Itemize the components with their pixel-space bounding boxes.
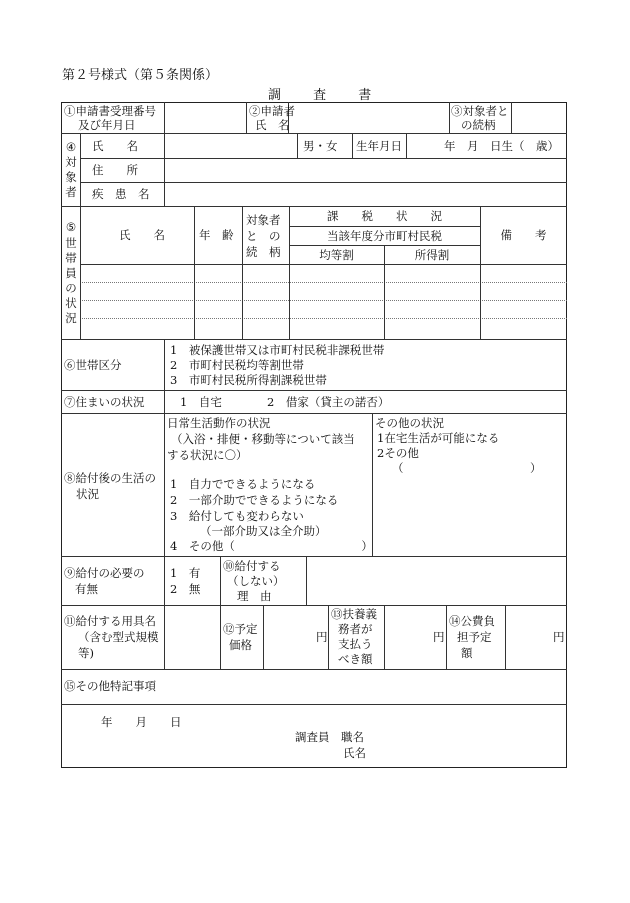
life-option[interactable]: 3 給付しても変わらない bbox=[170, 509, 304, 523]
tax-status-header: 課 税 状 況 bbox=[327, 209, 442, 223]
life-status-label: 状況 bbox=[76, 487, 99, 501]
birthdate-label: 生年月日 bbox=[356, 139, 402, 153]
row-divider bbox=[80, 282, 567, 283]
col-divider bbox=[480, 206, 481, 339]
col-divider bbox=[164, 339, 165, 413]
other-status-blank: （ ） bbox=[392, 461, 542, 475]
subject-name-label: 氏 名 bbox=[92, 139, 138, 153]
subject-section-label: 者 bbox=[65, 185, 77, 199]
reason-label: （しない） bbox=[227, 574, 285, 588]
row-divider bbox=[61, 556, 567, 557]
row-divider bbox=[61, 390, 567, 391]
daily-activity-text: 日常生活動作の状況 bbox=[167, 416, 271, 430]
other-status-option[interactable]: 2その他 bbox=[377, 446, 419, 460]
row-divider bbox=[61, 413, 567, 414]
receipt-label: ①申請書受理番号 bbox=[64, 104, 156, 118]
applicant-label: 氏 名 bbox=[255, 118, 290, 132]
household-relation-header: 続 柄 bbox=[246, 245, 281, 259]
col-divider bbox=[449, 102, 450, 133]
household-section-label: 況 bbox=[65, 311, 77, 325]
row-divider bbox=[61, 339, 567, 340]
life-option[interactable]: 1 自力でできるようになる bbox=[170, 477, 316, 491]
household-section-label: 状 bbox=[65, 296, 77, 310]
income-tax-header: 所得割 bbox=[414, 248, 450, 262]
row-divider bbox=[61, 206, 567, 207]
yen-unit: 円 bbox=[316, 630, 328, 644]
col-divider bbox=[220, 556, 221, 669]
col-divider bbox=[406, 133, 407, 158]
need-label: 有無 bbox=[75, 582, 98, 596]
col-divider bbox=[263, 605, 264, 669]
household-name-header: 氏 名 bbox=[119, 228, 165, 242]
subject-section-label: ④ bbox=[65, 140, 77, 154]
address-label: 住 所 bbox=[92, 163, 138, 177]
housing-label: ⑦住まいの状況 bbox=[64, 395, 145, 409]
row-divider bbox=[80, 318, 567, 319]
birthdate-value[interactable]: 年 月 日生（ 歳） bbox=[444, 139, 559, 153]
need-yes-option[interactable]: 1 有 bbox=[170, 566, 201, 580]
row-divider bbox=[80, 264, 567, 265]
col-divider bbox=[352, 133, 353, 158]
sex-field[interactable]: 男・女 bbox=[303, 139, 338, 153]
notes-label: ⑮その他特記事項 bbox=[64, 679, 156, 693]
household-section-label: の bbox=[65, 281, 77, 295]
reason-label: 理 由 bbox=[237, 589, 272, 603]
category-label: ⑥世帯区分 bbox=[64, 358, 122, 372]
row-divider bbox=[61, 704, 567, 705]
supply-item-label: ⑪給付する用具名 bbox=[64, 614, 156, 628]
investigator-title: 調査員 職名 bbox=[295, 730, 364, 744]
col-divider bbox=[194, 206, 195, 339]
life-status-label: ⑧給付後の生活の bbox=[64, 471, 156, 485]
document-title: 調 査 書 bbox=[268, 88, 386, 103]
row-divider bbox=[80, 158, 567, 159]
household-relation-header: 対象者 bbox=[246, 213, 281, 227]
relation-label: の続柄 bbox=[461, 118, 496, 132]
col-divider bbox=[511, 102, 512, 133]
relation-label: ③対象者と bbox=[451, 104, 509, 118]
col-divider bbox=[328, 605, 329, 669]
subject-section-label: 象 bbox=[65, 170, 77, 184]
form-number: 第２号様式（第５条関係） bbox=[62, 68, 219, 83]
public-burden-label: 担予定 bbox=[457, 630, 492, 644]
life-option[interactable]: 2 一部介助でできるようになる bbox=[170, 493, 339, 507]
household-relation-header: と の bbox=[246, 229, 281, 243]
support-payment-label: 務者が bbox=[338, 622, 373, 636]
planned-price-label: 価格 bbox=[229, 638, 252, 652]
supply-item-label: 等) bbox=[78, 646, 94, 660]
support-payment-label: べき額 bbox=[338, 652, 373, 666]
per-capita-header: 均等割 bbox=[319, 248, 354, 262]
need-no-option[interactable]: 2 無 bbox=[170, 582, 201, 596]
need-label: ⑨給付の必要の bbox=[64, 566, 145, 580]
col-divider bbox=[164, 133, 165, 206]
household-section-label: 世 bbox=[65, 236, 77, 250]
col-divider bbox=[289, 206, 290, 339]
supply-item-label: （含む型式規模 bbox=[78, 630, 159, 644]
col-divider bbox=[306, 556, 307, 605]
subject-section-label: 対 bbox=[65, 155, 77, 169]
life-option-note: （一部介助又は全介助） bbox=[200, 524, 327, 538]
row-divider bbox=[61, 605, 567, 606]
col-divider bbox=[164, 413, 165, 669]
support-payment-label: 支払う bbox=[338, 637, 373, 651]
other-status-option[interactable]: 1在宅生活が可能になる bbox=[377, 431, 500, 445]
category-option[interactable]: 2 市町村民税均等割世帯 bbox=[170, 358, 304, 372]
row-divider bbox=[61, 133, 567, 134]
housing-rent-option[interactable]: 2 借家（貸主の諾否） bbox=[267, 395, 390, 409]
household-section-label: 帯 bbox=[65, 251, 77, 265]
housing-own-option[interactable]: 1 自宅 bbox=[180, 395, 222, 409]
row-divider bbox=[80, 300, 567, 301]
remarks-header: 備 考 bbox=[500, 228, 547, 242]
col-divider bbox=[242, 206, 243, 339]
daily-activity-text: （入浴・排便・移動等について該当 bbox=[171, 432, 355, 446]
public-burden-label: ⑭公費負 bbox=[449, 614, 495, 628]
col-divider bbox=[384, 605, 385, 669]
row-divider bbox=[61, 669, 567, 670]
col-divider bbox=[446, 605, 447, 669]
receipt-label: 及び年月日 bbox=[78, 118, 136, 132]
yen-unit: 円 bbox=[553, 630, 565, 644]
applicant-label: ②申請者 bbox=[249, 104, 295, 118]
col-divider bbox=[372, 413, 373, 556]
col-divider bbox=[164, 102, 165, 133]
household-section-label: ⑤ bbox=[65, 220, 77, 234]
yen-unit: 円 bbox=[433, 630, 445, 644]
public-burden-label: 額 bbox=[461, 646, 473, 660]
planned-price-label: ⑫予定 bbox=[223, 622, 258, 636]
category-option[interactable]: 1 被保護世帯又は市町村民税非課税世帯 bbox=[170, 343, 385, 357]
investigator-name: 氏名 bbox=[343, 746, 366, 760]
reason-label: ⑩給付する bbox=[223, 559, 281, 573]
life-option[interactable]: 4 その他（ ） bbox=[170, 539, 373, 553]
tax-year-header: 当該年度分市町村民税 bbox=[327, 229, 442, 243]
disease-label: 疾 患 名 bbox=[92, 187, 150, 201]
support-payment-label: ⑬扶養義 bbox=[331, 607, 377, 621]
col-divider bbox=[246, 102, 247, 133]
other-status-text: その他の状況 bbox=[375, 416, 444, 430]
row-divider bbox=[80, 182, 567, 183]
row-divider bbox=[289, 226, 480, 227]
household-section-label: 員 bbox=[65, 266, 77, 280]
household-age-header: 年 齢 bbox=[199, 228, 234, 242]
survey-date[interactable]: 年 月 日 bbox=[101, 715, 182, 729]
col-divider bbox=[80, 133, 81, 339]
category-option[interactable]: 3 市町村民税所得割課税世帯 bbox=[170, 373, 327, 387]
daily-activity-text: する状況に〇） bbox=[167, 448, 248, 462]
col-divider bbox=[505, 605, 506, 669]
col-divider bbox=[297, 133, 298, 158]
